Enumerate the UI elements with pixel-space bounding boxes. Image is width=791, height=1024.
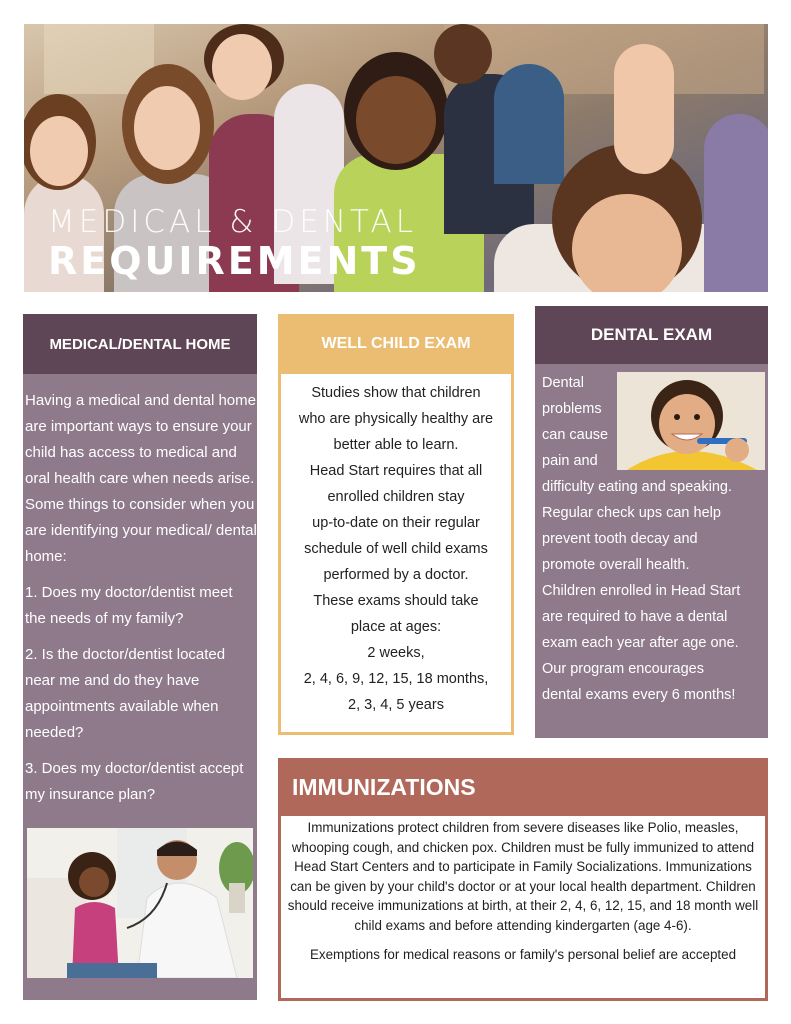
child-figure — [134, 86, 200, 170]
well-child-line: schedule of well child exams — [304, 541, 488, 557]
child-figure — [30, 116, 88, 186]
dental-exam-line: are required to have a dental — [542, 609, 728, 625]
well-child-line: These exams should take — [313, 593, 479, 609]
immunizations-body — [278, 816, 768, 1001]
dental-exam-body — [535, 364, 768, 708]
hero-banner — [24, 24, 768, 292]
dental-exam-line: Dental — [542, 375, 584, 391]
medical-home-question: 2. Is the doctor/dentist located near me and do they have appointments available when needed? — [25, 646, 226, 741]
immunizations-heading: IMMUNIZATIONS — [278, 758, 768, 816]
dental-exam-line: Regular check ups can help — [542, 505, 721, 521]
dental-exam-line: problems — [542, 401, 602, 417]
dental-exam-panel — [535, 306, 768, 738]
dental-exam-line: Children enrolled in Head Start — [542, 583, 741, 599]
medical-home-body — [23, 374, 257, 808]
dental-exam-line: difficulty eating and speaking. — [542, 479, 732, 495]
medical-home-intro: Having a medical and dental home are important ways to ensure your child has access to medical and oral health care when needs arise. Some things to consider when you are identifying your medical/ dental home: — [25, 392, 257, 565]
immunizations-exemptions: Exemptions for medical reasons or family's personal belief are accepted — [309, 947, 737, 962]
well-child-heading: WELL CHILD EXAM — [278, 314, 514, 374]
well-child-line: up-to-date on their regular — [312, 515, 480, 531]
child-figure — [704, 114, 768, 292]
dental-exam-line: pain and — [542, 453, 598, 469]
child-figure — [434, 24, 492, 84]
dental-exam-line: prevent tooth decay and — [542, 531, 698, 547]
well-child-line: Studies show that children — [311, 385, 481, 401]
well-child-line: Head Start requires that all — [309, 463, 483, 479]
hero-title-line1: MEDICAL & DENTAL — [48, 204, 418, 240]
medical-home-question: 1. Does my doctor/dentist meet the needs of my family? — [25, 584, 233, 627]
hero-title-line2: REQUIREMENTS — [48, 239, 421, 283]
well-child-line: 2 weeks, — [367, 645, 425, 661]
dental-exam-line: can cause — [542, 427, 609, 443]
well-child-body — [278, 374, 514, 735]
well-child-line: who are physically healthy are — [298, 411, 494, 427]
well-child-line: better able to learn. — [333, 437, 459, 453]
immunizations-panel — [278, 758, 768, 1002]
child-figure — [494, 64, 564, 184]
dental-exam-line: dental exams every 6 months! — [542, 687, 736, 703]
well-child-line: enrolled children stay — [327, 489, 465, 505]
well-child-line: place at ages: — [350, 619, 442, 635]
doctor-exam-photo — [27, 828, 253, 978]
doctor-with-child-image — [27, 828, 253, 978]
dental-exam-heading: DENTAL EXAM — [535, 306, 768, 364]
dental-exam-line: exam each year after age one. — [542, 635, 739, 651]
dental-exam-line: promote overall health. — [542, 557, 690, 573]
dental-exam-line: Our program encourages — [542, 661, 704, 677]
medical-home-heading: MEDICAL/DENTAL HOME — [23, 314, 257, 374]
well-child-line: 2, 3, 4, 5 years — [348, 697, 444, 713]
medical-home-question: 3. Does my doctor/dentist accept my insurance plan? — [25, 760, 244, 803]
well-child-line: performed by a doctor. — [323, 567, 469, 583]
well-child-line: 2, 4, 6, 9, 12, 15, 18 months, — [303, 671, 489, 687]
hero-title — [48, 204, 421, 282]
medical-home-panel — [23, 314, 257, 1000]
child-hands — [614, 44, 674, 174]
well-child-panel — [278, 314, 514, 732]
child-figure — [356, 76, 436, 164]
child-figure — [212, 34, 272, 100]
immunizations-text: Immunizations protect children from severe diseases like Polio, measles, whooping cough, and chicken pox. Children must be fully immunized to attend Head Start Centers and to participate in Family Socializations. Immunizations can be given by your child's doctor or at your local health department. Children should receive immunizations at birth, at their 2, 4, 6, 12, 15, and 18 month well child exams and before attending kindergarten (age 4-6). — [287, 820, 759, 933]
